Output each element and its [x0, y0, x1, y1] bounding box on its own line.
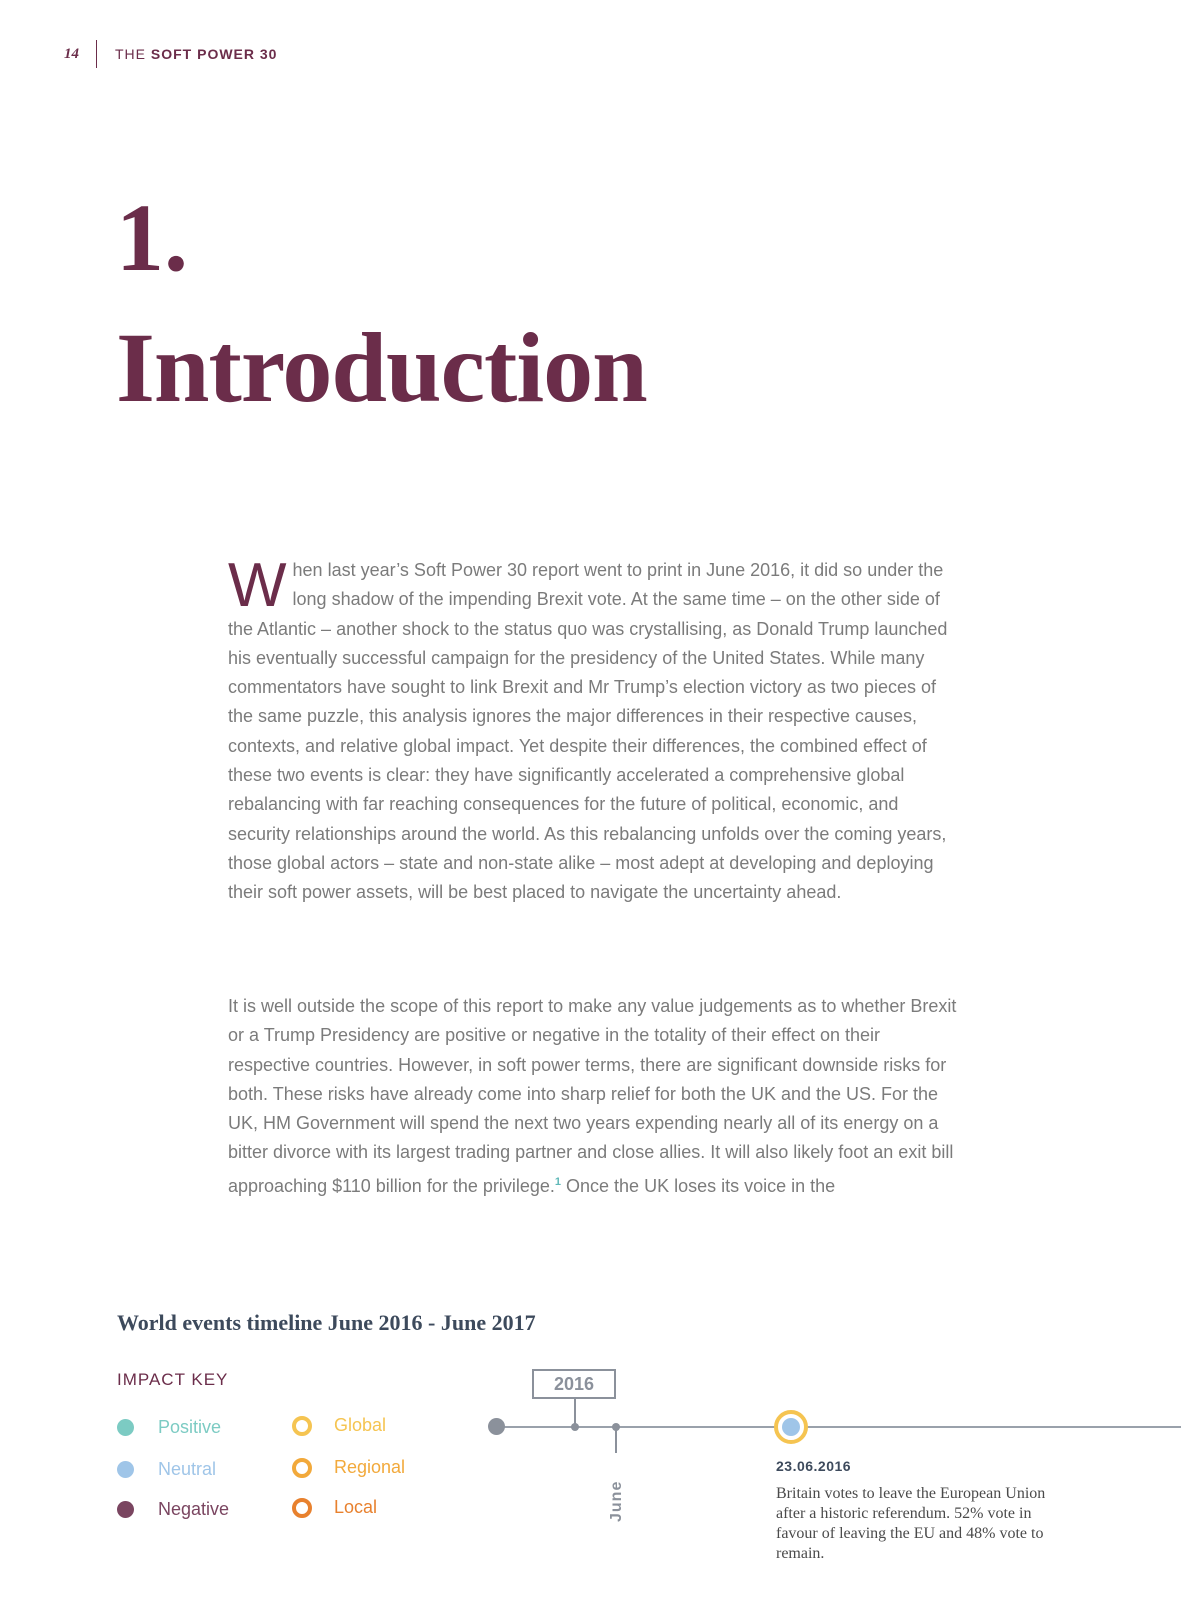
year-marker: 2016 [532, 1369, 616, 1399]
impact-key-label: Neutral [158, 1459, 217, 1479]
month-marker-stem [615, 1427, 617, 1453]
running-title [115, 46, 277, 62]
month-label: June [608, 1480, 625, 1522]
scope-key-label: Regional [334, 1457, 406, 1477]
event-marker[interactable] [774, 1410, 808, 1444]
scope-key-label: Local [334, 1497, 378, 1517]
page-number: 14 [64, 45, 79, 62]
drop-cap: W [228, 551, 287, 620]
neutral-dot-icon [117, 1461, 134, 1478]
positive-dot-icon [117, 1419, 134, 1436]
scope-key-label: Global [334, 1415, 387, 1435]
footnote-reference[interactable]: 1 [554, 1175, 562, 1188]
impact-key-title: IMPACT KEY [117, 1370, 229, 1389]
scope-key-regional [292, 1457, 405, 1478]
event-date: 23.06.2016 [776, 1458, 852, 1474]
scope-key-global [292, 1415, 386, 1436]
impact-key-neutral [117, 1459, 216, 1480]
timeline-start-dot [488, 1418, 505, 1435]
chapter-number: 1. [116, 184, 188, 291]
intro-paragraph-2 [228, 992, 963, 1201]
chapter-title: Introduction [116, 312, 647, 423]
impact-key-negative [117, 1499, 229, 1520]
running-title-prefix: THE [115, 46, 151, 62]
impact-key-label: Positive [158, 1417, 222, 1437]
impact-key-positive [117, 1417, 221, 1438]
intro-paragraph-1-text: hen last year’s Soft Power 30 report went to print in June 2016, it did so under the long shadow of the impending Brexit vote. At the same time – on the other side of the Atlantic – another shock to the status quo was crystallising, as Donald Trump launched his eventually successful campaign for the presidency of the United States. While many commentators have sought to link Brexit and Mr Trump’s election victory as two pieces of the same puzzle, this analysis ignores the major differences in their respective causes, contexts, and relative global impact. Yet despite their differences, the combined effect of these two events is clear: they have significantly accelerated a comprehensive global rebalancing with far reaching consequences for the future of political, economic, and security relationships around the world. As this rebalancing unfolds over the coming years, those global actors – state and non-state alike – most adept at developing and deploying their soft power assets, will be best placed to navigate the uncertainty ahead. [228, 560, 948, 903]
negative-dot-icon [117, 1501, 134, 1518]
header-divider [96, 40, 97, 68]
timeline-heading: World events timeline June 2016 - June 2017 [117, 1310, 536, 1335]
year-tick-dot [571, 1423, 579, 1431]
local-ring-icon [292, 1498, 312, 1518]
event-description: Britain votes to leave the European Union after a historic referendum. 52% vote in favour of leaving the EU and 48% vote to remain. [776, 1485, 1046, 1562]
timeline-axis [496, 1426, 1181, 1428]
regional-ring-icon [292, 1458, 312, 1478]
page-header [64, 40, 277, 68]
event-impact-dot [782, 1418, 800, 1436]
intro-paragraph-2-text: It is well outside the scope of this report to make any value judgements as to whether Brexit or a Trump Presidency are positive or negative in the totality of their effect on their respective countries. However, in soft power terms, there are significant downside risks for both. These risks have already come into sharp relief for both the UK and the US. For the UK, HM Government will spend the next two years expending nearly all of its energy on a bitter divorce with its largest trading partner and close allies. It will also likely foot an exit bill approaching $110 billion for the privilege. [228, 996, 957, 1196]
running-title-bold: SOFT POWER 30 [150, 46, 278, 62]
global-ring-icon [292, 1416, 312, 1436]
scope-key-local [292, 1497, 377, 1518]
impact-key-label: Negative [158, 1499, 230, 1519]
intro-paragraph-2-text-cont: Once the UK loses its voice in the [561, 1175, 836, 1196]
intro-paragraph-1 [228, 551, 963, 908]
